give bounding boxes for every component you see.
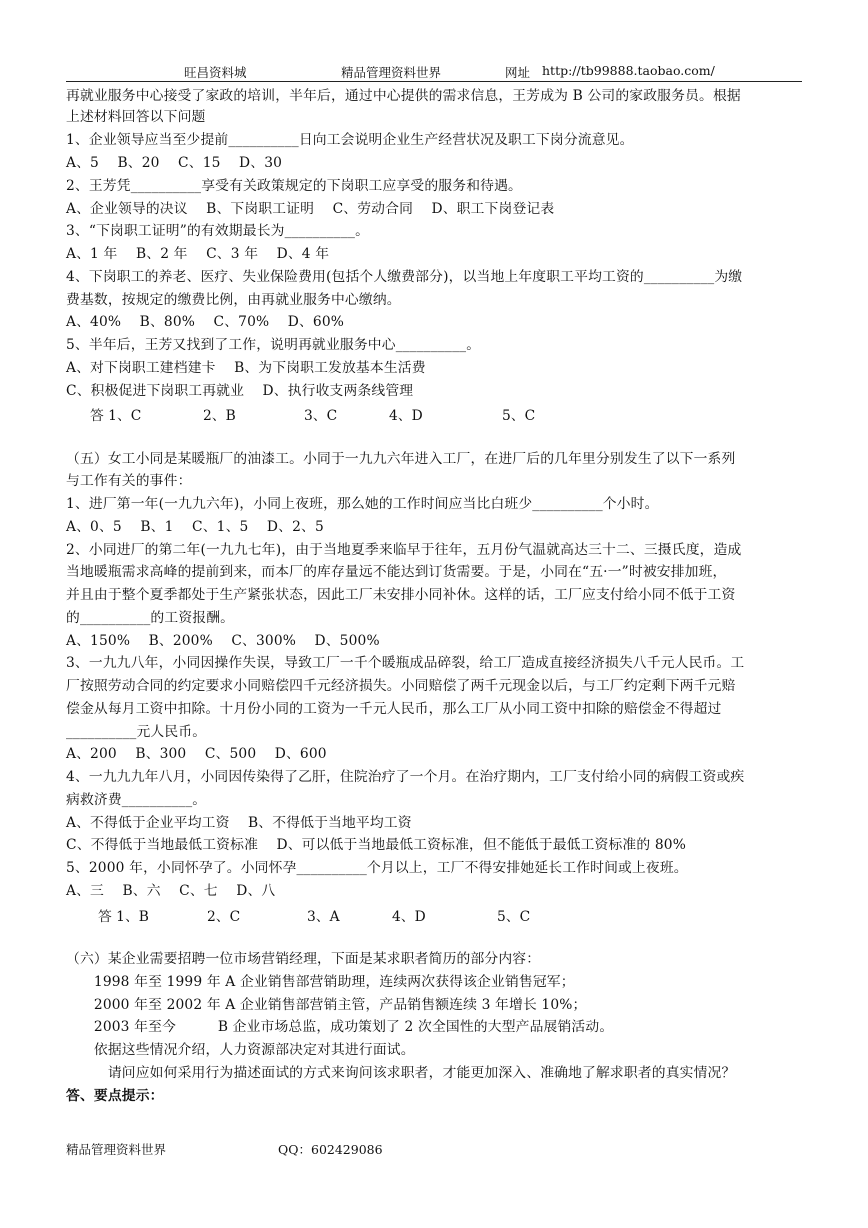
q4-line: 5、半年后，王芳又找到了工作，说明再就业服务中心__________。 xyxy=(66,337,481,353)
s5-line: __________元人民币。 xyxy=(66,724,207,740)
footer-qq: QQ：602429086 xyxy=(278,1142,383,1157)
s5-line: 2、小同进厂的第二年(一九九七年)，由于当地夏季来临早于往年，五月份气温就高达三十二、三摄氏度，造成 xyxy=(66,542,742,558)
q4-line: 2、王芳凭__________享受有关政策规定的下岗职工应享受的服务和待遇。 xyxy=(66,178,522,194)
s6-line: 1998 年至 1999 年 A 企业销售部营销助理，连续两次获得该企业销售冠军； xyxy=(66,974,575,990)
intro-line: 再就业服务中心接受了家政的培训，半年后，通过中心提供的需求信息，王芳成为 B 公司的家政服务员。根据 xyxy=(66,88,741,104)
s6-line: 依据这些情况介绍，人力资源部决定对其进行面试。 xyxy=(66,1042,415,1058)
q4-line: 1、企业领导应当至少提前__________日向工会说明企业生产经营状况及职工下岗分流意见。 xyxy=(66,132,634,148)
q4-line: A、5 B、20 C、15 D、30 xyxy=(66,155,283,171)
s5-line: A、150% B、200% C、300% D、500% xyxy=(66,633,380,649)
s5-line: 的__________的工资报酬。 xyxy=(66,610,235,626)
s5-answer: 4、D xyxy=(392,909,426,925)
header-divider xyxy=(66,81,802,82)
s6-line: 2000 年至 2002 年 A 企业销售部营销主管，产品销售额连续 3 年增长 10%； xyxy=(66,997,587,1013)
q4-line: C、积极促进下岗职工再就业 D、执行收支两条线管理 xyxy=(66,383,414,399)
s5-answer: 答 1、B xyxy=(98,909,149,925)
s5-line: C、不得低于当地最低工资标准 D、可以低于当地最低工资标准，但不能低于最低工资标准的 80% xyxy=(66,837,686,853)
header-site-name: 旺昌资料城 xyxy=(184,65,247,80)
s6-line: 2003 年至今 B 企业市场总监，成功策划了 2 次全国性的大型产品展销活动。 xyxy=(66,1019,614,1035)
q4-answer: 3、C xyxy=(304,408,338,424)
q4-line: 费基数，按规定的缴费比例，由再就业服务中心缴纳。 xyxy=(66,292,401,308)
s5-line: 厂按照劳动合同的约定要求小同赔偿四千元经济损失。小同赔偿了两千元现金以后，与工厂约定剩下两千元赔 xyxy=(66,678,736,694)
s5-line: 4、一九九九年八月，小同因传染得了乙肝，住院治疗了一个月。在治疗期内，工厂支付给小同的病假工资或疾 xyxy=(66,769,745,785)
s5-line: 5、2000 年，小同怀孕了。小同怀孕__________个月以上，工厂不得安排她延长工作时间或上夜班。 xyxy=(66,860,688,876)
q4-answer: 5、C xyxy=(502,408,536,424)
s5-line: 1、进厂第一年(一九九六年)，小同上夜班，那么她的工作时间应当比白班少__________个小时。 xyxy=(66,496,659,512)
header-url-label: 网址 xyxy=(505,65,531,80)
s6-line: （六）某企业需要招聘一位市场营销经理，下面是某求职者简历的部分内容： xyxy=(66,951,541,967)
q4-answer: 答 1、C xyxy=(90,408,142,424)
footer-site-name: 精品管理资料世界 xyxy=(66,1142,167,1157)
s5-line: A、三 B、六 C、七 D、八 xyxy=(66,883,276,899)
s5-line: 病救济费__________。 xyxy=(66,792,207,808)
s5-line: 偿金从每月工资中扣除。十月份小同的工资为一千元人民币，那么工厂从小同工资中扣除的赔偿金不得超过 xyxy=(66,701,722,717)
header-url-link[interactable]: http://tb99888.taobao.com/ xyxy=(542,63,715,78)
s5-line: A、不得低于企业平均工资 B、不得低于当地平均工资 xyxy=(66,815,412,831)
s5-line: （五）女工小同是某暖瓶厂的油漆工。小同于一九九六年进入工厂，在进厂后的几年里分别发生了以下一系列 xyxy=(66,451,736,467)
s5-answer: 5、C xyxy=(497,909,531,925)
s5-line: 3、一九九八年，小同因操作失误，导致工厂一千个暖瓶成品碎裂，给工厂造成直接经济损失八千元人民币。工 xyxy=(66,655,745,671)
q4-line: A、企业领导的决议 B、下岗职工证明 C、劳动合同 D、职工下岗登记表 xyxy=(66,201,555,217)
header-center-title: 精品管理资料世界 xyxy=(341,65,442,80)
q4-line: A、1 年 B、2 年 C、3 年 D、4 年 xyxy=(66,246,330,262)
q4-line: 4、下岗职工的养老、医疗、失业保险费用(包括个人缴费部分)，以当地上年度职工平均工资的__________为缴 xyxy=(66,269,743,285)
q4-answer: 2、B xyxy=(203,408,236,424)
s5-answer: 3、A xyxy=(307,909,340,925)
intro-line: 上述材料回答以下问题 xyxy=(66,109,206,125)
s5-line: A、0、5 B、1 C、1、5 D、2、5 xyxy=(66,519,324,535)
answer-hints-heading: 答、要点提示： xyxy=(66,1088,164,1104)
s5-line: A、200 B、300 C、500 D、600 xyxy=(66,746,327,762)
q4-line: A、对下岗职工建档建卡 B、为下岗职工发放基本生活费 xyxy=(66,360,426,376)
s5-answer: 2、C xyxy=(207,909,241,925)
q4-line: 3、“下岗职工证明”的有效期最长为__________。 xyxy=(66,223,370,239)
q4-answer: 4、D xyxy=(389,408,423,424)
q4-line: A、40% B、80% C、70% D、60% xyxy=(66,314,345,330)
s5-line: 当地暖瓶需求高峰的提前到来，而本厂的库存量远不能达到订货需要。于是，小同在“五·一”时被安排加班， xyxy=(66,564,727,580)
s5-line: 并且由于整个夏季都处于生产紧张状态，因此工厂未安排小同补休。这样的话，工厂应支付给小同不低于工资 xyxy=(66,587,736,603)
s5-line: 与工作有关的事件： xyxy=(66,473,192,489)
s6-line: 请问应如何采用行为描述面试的方式来询问该求职者，才能更加深入、准确地了解求职者的真实情况？ xyxy=(66,1065,736,1081)
